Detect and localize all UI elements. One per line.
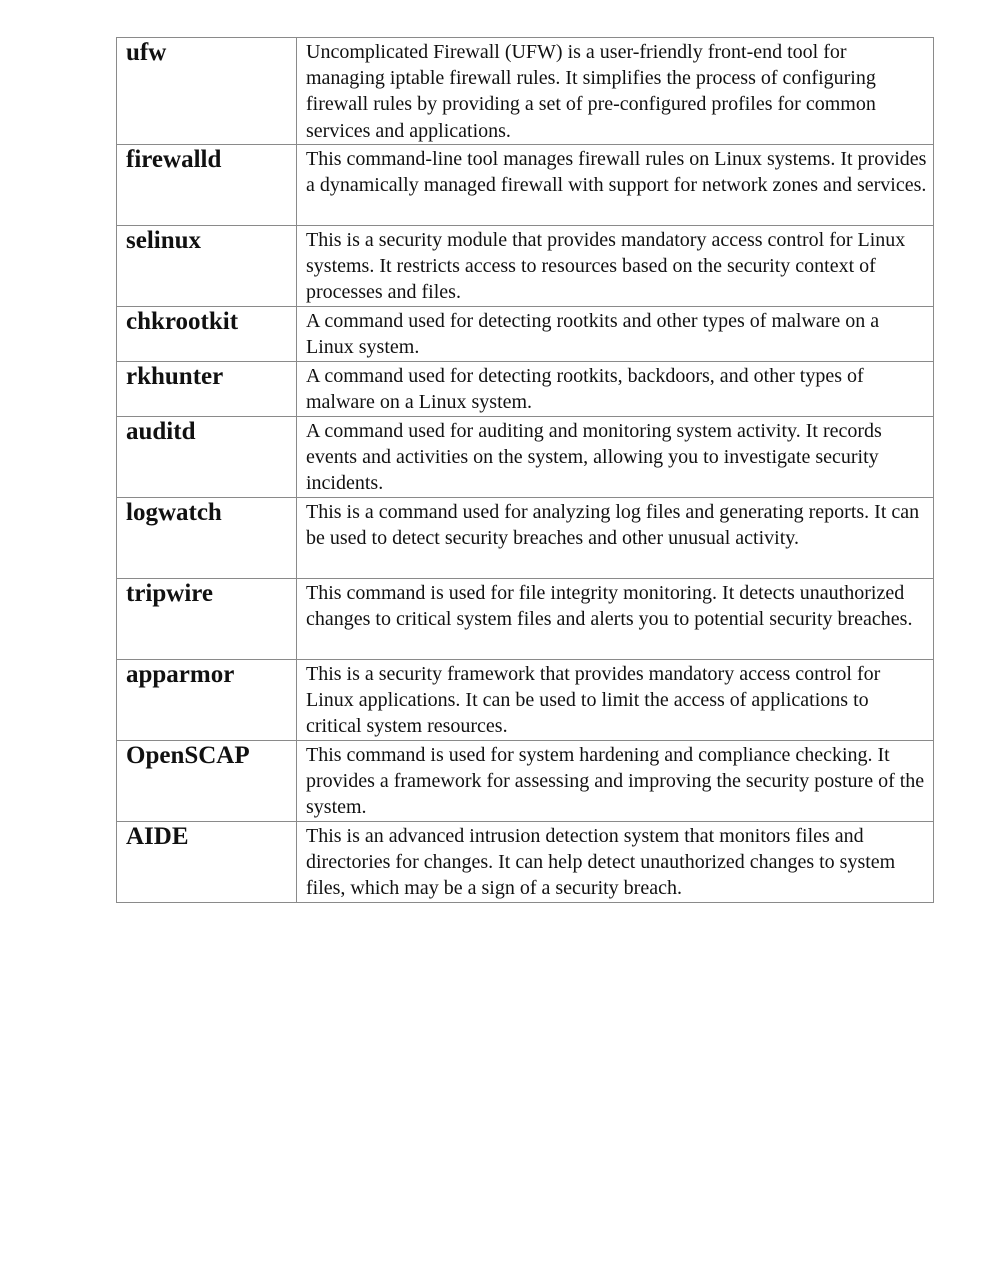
command-name: tripwire (117, 578, 297, 659)
command-description: This command is used for file integrity monitoring. It detects unauthorized changes to critical system files and alerts you to potential security breaches. (297, 578, 934, 659)
command-name: OpenSCAP (117, 740, 297, 821)
table-row (117, 361, 934, 416)
security-commands-table (116, 37, 934, 903)
command-name: auditd (117, 416, 297, 497)
command-name: selinux (117, 225, 297, 306)
table-row (117, 306, 934, 361)
table-row (117, 38, 934, 145)
command-description: A command used for auditing and monitoring system activity. It records events and activities on the system, allowing you to investigate security incidents. (297, 416, 934, 497)
command-description: This is a security framework that provides mandatory access control for Linux applications. It can be used to limit the access of applications to critical system resources. (297, 659, 934, 740)
table-row (117, 821, 934, 902)
table-row (117, 497, 934, 578)
command-name: logwatch (117, 497, 297, 578)
command-description: This is an advanced intrusion detection system that monitors files and directories for changes. It can help detect unauthorized changes to system files, which may be a sign of a security breach. (297, 821, 934, 902)
command-name: chkrootkit (117, 306, 297, 361)
command-name: firewalld (117, 144, 297, 225)
command-name: rkhunter (117, 361, 297, 416)
command-description: This is a command used for analyzing log files and generating reports. It can be used to detect security breaches and other unusual activity. (297, 497, 934, 578)
command-name: ufw (117, 38, 297, 145)
table-row (117, 659, 934, 740)
table-row (117, 225, 934, 306)
table-row (117, 578, 934, 659)
command-description: This command-line tool manages firewall rules on Linux systems. It provides a dynamically managed firewall with support for network zones and services. (297, 144, 934, 225)
command-description: A command used for detecting rootkits and other types of malware on a Linux system. (297, 306, 934, 361)
command-name: AIDE (117, 821, 297, 902)
command-description: This is a security module that provides mandatory access control for Linux systems. It restricts access to resources based on the security context of processes and files. (297, 225, 934, 306)
table-row (117, 144, 934, 225)
command-description: A command used for detecting rootkits, backdoors, and other types of malware on a Linux system. (297, 361, 934, 416)
command-name: apparmor (117, 659, 297, 740)
table-row (117, 740, 934, 821)
command-description: Uncomplicated Firewall (UFW) is a user-friendly front-end tool for managing iptable firewall rules. It simplifies the process of configuring firewall rules by providing a set of pre-configured profiles for common services and applications. (297, 38, 934, 145)
table-row (117, 416, 934, 497)
command-description: This command is used for system hardening and compliance checking. It provides a framework for assessing and improving the security posture of the system. (297, 740, 934, 821)
